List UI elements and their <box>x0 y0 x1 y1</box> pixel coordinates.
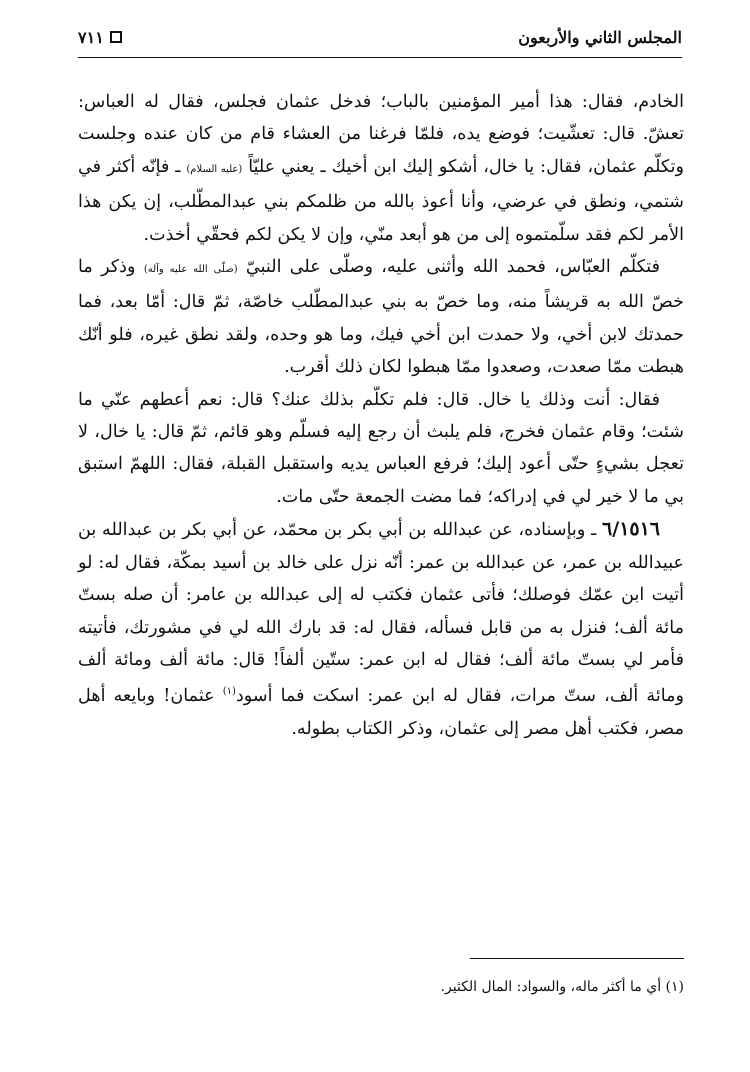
hadith-number: ٦/١٥١٦ <box>602 518 661 541</box>
footnote-marker[interactable]: (١) <box>222 686 236 698</box>
paragraph-1-text-b: ـ فإنّه أكثر في شتمي، ونطق في عرضي، وأنا أعوذ بالله من ظلمكم بني عبدالمطّلب، إن يكن هذا الأمر لكم فقد سلّمتموه إلى من هو أبعد منّي، وإن لا يكن لكم فحقّي أخذت. <box>78 156 684 245</box>
page-number-block <box>78 28 122 47</box>
paragraph-4-text: ـ وبإسناده، عن عبدالله بن أبي بكر بن محمّد، عن أبي بكر بن عبدالله بن عبيدالله بن عمر، عن عبدالله بن عمر: أنّه نزل على خالد بن أسيد بمكّة، فقال له: لو أتيت ابن عمّك فوصلك؛ فأتى عثمان فكتب له إلى عبدالله بن عامر: أن صله بستّ مائة ألف؛ فنزل به من قابل فسأله، فقال له: قد بارك الله لي في مشورتك، فأتيته فأمر لي بستّ مائة ألف؛ فقال له ابن عمر: ستّين ألفاً! قال: مائة ألف ومائة ألف ومائة ألف، ستّ مرات، فقال له ابن عمر: اسكت فما أسود <box>78 520 685 707</box>
square-box-icon <box>110 31 122 43</box>
paragraph-2 <box>78 251 684 384</box>
page-number: ٧١١ <box>78 27 104 47</box>
paragraph-2-text: فتكلّم العبّاس، فحمد الله وأثنى عليه، وصلّى على النبيّ <box>245 257 661 278</box>
running-title: المجلس الثاني والأربعون <box>518 27 682 47</box>
honorific-prophet: (صلّى الله عليه وآله) <box>143 264 238 276</box>
paragraph-2-text-b: وذكر ما خصّ الله به قريشاً منه، وما خصّ به بني عبدالمطّلب خاصّة، ثمّ قال: أمّا بعد، فما حمدتك لابن أخي، ولا حمدت ابن أخي فيك، وما هو وحده، ولقد نطق غيره، فلو أنّك هبطت ممّا صعدت، وصعدوا ممّا هبطوا لكان ذلك أقرب. <box>78 257 684 378</box>
paragraph-4 <box>78 513 684 745</box>
paragraph-3 <box>78 384 684 514</box>
paragraph-1-text: الخادم، فقال: هذا أمير المؤمنين بالباب؛ فدخل عثمان فجلس، فقال له العباس: تعشّ. قال: تعشّيت؛ فوضع يده، فلمّا فرغنا من العشاء قام من كان عنده وجلست وتكلّم عثمان، فقال: يا خال، أشكو إليك ابن أخيك ـ يعني عليّاً <box>78 92 685 177</box>
paragraph-4-text-b: عثمان! وبايعه أهل مصر، فكتب أهل مصر إلى عثمان، وذكر الكتاب بطوله. <box>78 686 684 739</box>
footnote-rule <box>470 958 684 959</box>
paragraph-3-text: فقال: أنت وذلك يا خال. قال: فلم تكلّم بذلك عنك؟ قال: نعم أعطهم عنّي ما شئت؛ وقام عثمان فخرج، فلم يلبث أن رجع إليه فسلّم وهو قائم، ثمّ قال: يا خال، لا تعجل بشيءٍ حتّى أعود إليك؛ فرفع العباس يديه واستقبل القبلة، فقال: اللهمّ استبق بي ما لا خير لي في إدراكه؛ فما مضت الجمعة حتّى مات. <box>78 389 684 507</box>
main-text <box>78 86 684 745</box>
honorific-ali: (عليه السلام) <box>186 163 243 175</box>
paragraph-1 <box>78 86 684 251</box>
header-rule <box>78 57 682 58</box>
footnote: (١) أي ما أكثر ماله، والسواد: المال الكثير. <box>440 979 684 995</box>
page-header <box>78 24 682 50</box>
